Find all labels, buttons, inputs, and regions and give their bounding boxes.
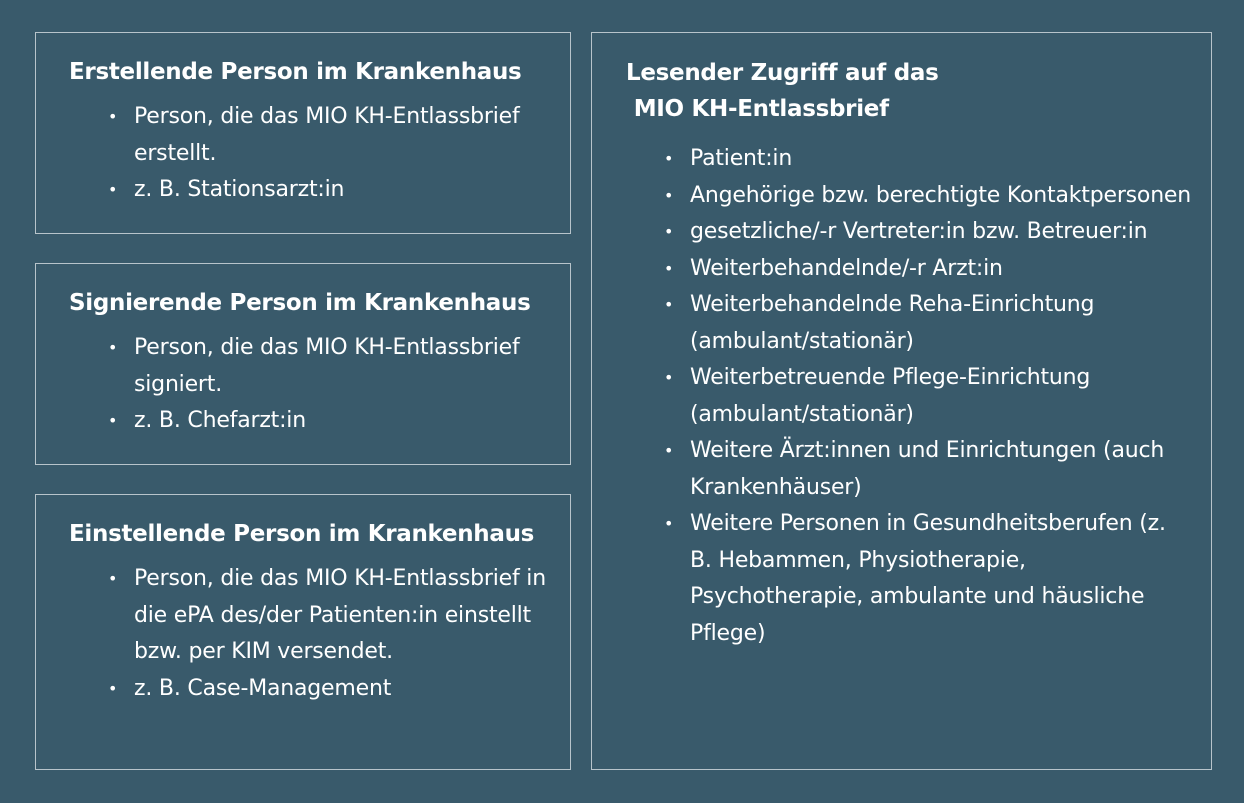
bullet-icon: • [108, 107, 118, 126]
list-item [664, 360, 1194, 433]
bullet-icon: • [664, 514, 674, 533]
bullet-icon: • [664, 149, 674, 168]
list-item-text: Weitere Ärzt:innen und Einrichtungen (auch Krankenhäuser) [690, 438, 1165, 500]
box-erstellende-person [35, 32, 571, 234]
bullet-icon: • [664, 295, 674, 314]
box-title: Erstellende Person im Krankenhaus [69, 59, 522, 85]
list-item-text: Weiterbehandelnde/-r Arzt:in [690, 255, 1003, 281]
bullet-list [664, 141, 1194, 652]
list-item-text: z. B. Chefarzt:in [134, 408, 306, 433]
bullet-icon: • [108, 569, 118, 588]
bullet-icon: • [664, 222, 674, 241]
list-item [664, 433, 1194, 506]
box-signierende-person [35, 263, 571, 465]
list-item-text: Weiterbehandelnde Reha-Einrichtung (ambulant/stationär) [690, 292, 1095, 354]
bullet-icon: • [664, 258, 674, 278]
list-item [108, 561, 548, 671]
list-item-text: Person, die das MIO KH-Entlassbrief erstellt. [134, 104, 520, 166]
list-item [664, 506, 1194, 652]
list-item [664, 178, 1194, 215]
list-item [108, 99, 548, 172]
box-title: Signierende Person im Krankenhaus [69, 290, 531, 316]
list-item-text: z. B. Case-Management [134, 675, 392, 701]
bullet-icon: • [108, 678, 118, 698]
list-item-text: z. B. Stationsarzt:in [134, 177, 345, 202]
list-item [108, 403, 548, 440]
bullet-icon: • [664, 185, 674, 205]
box-lesender-zugriff [591, 32, 1212, 770]
list-item [108, 172, 548, 209]
list-item-text: Person, die das MIO KH-Entlassbrief signiert. [134, 335, 520, 397]
box-title: Einstellende Person im Krankenhaus [69, 521, 535, 547]
list-item [108, 671, 548, 708]
bullet-icon: • [664, 441, 674, 460]
bullet-icon: • [664, 368, 674, 387]
list-item [664, 141, 1194, 178]
bullet-list [108, 99, 548, 209]
list-item [664, 251, 1194, 288]
list-item-text: Weiterbetreuende Pflege-Einrichtung (ambulant/stationär) [690, 365, 1091, 427]
list-item [108, 330, 548, 403]
bullet-icon: • [108, 338, 118, 357]
box-title: Lesender Zugriff auf das MIO KH-Entlassbrief [626, 60, 939, 122]
list-item [664, 214, 1194, 251]
bullet-icon: • [108, 411, 118, 430]
list-item-text: gesetzliche/-r Vertreter:in bzw. Betreuer:in [690, 219, 1148, 244]
list-item [664, 287, 1194, 360]
list-item-text: Person, die das MIO KH-Entlassbrief in die ePA des/der Patienten:in einstellt bzw. per KIM versendet. [134, 566, 546, 664]
bullet-icon: • [108, 180, 118, 199]
bullet-list [108, 561, 548, 707]
box-einstellende-person [35, 494, 571, 770]
list-item-text: Weitere Personen in Gesundheitsberufen (z. B. Hebammen, Physiotherapie, Psychotherapie, ambulante und häusliche Pflege) [690, 511, 1166, 646]
list-item-text: Patient:in [690, 146, 793, 171]
list-item-text: Angehörige bzw. berechtigte Kontaktpersonen [690, 182, 1192, 208]
bullet-list [108, 330, 548, 440]
